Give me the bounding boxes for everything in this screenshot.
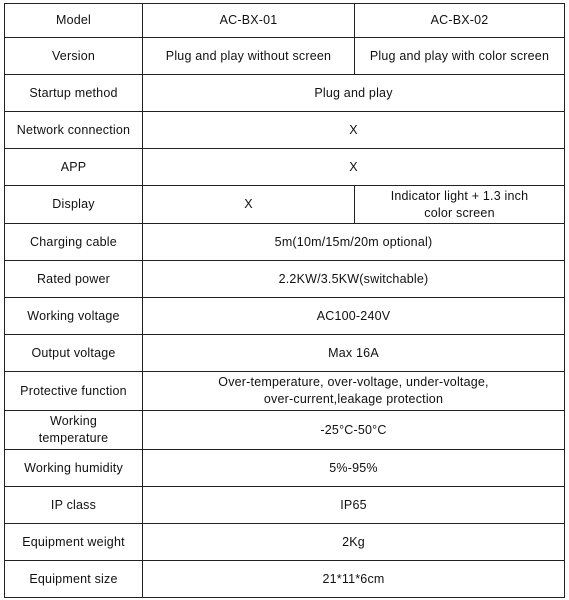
table-cell: Plug and play with color screen [355, 38, 565, 75]
row-label: Equipment weight [5, 524, 143, 561]
row-label: Protective function [5, 372, 143, 411]
table-row-rated-power [5, 261, 565, 298]
table-row-version [5, 38, 565, 75]
table-row-model [5, 4, 565, 38]
table-cell: -25°C-50°C [143, 411, 565, 450]
table-cell: IP65 [143, 487, 565, 524]
row-label: Working voltage [5, 298, 143, 335]
table-cell: 2Kg [143, 524, 565, 561]
table-cell: 21*11*6cm [143, 561, 565, 598]
table-cell: 2.2KW/3.5KW(switchable) [143, 261, 565, 298]
table-cell [355, 186, 565, 224]
cell-line: color screen [424, 205, 495, 220]
table-row-display [5, 186, 565, 224]
row-label: Rated power [5, 261, 143, 298]
model-ac-bx-01: AC-BX-01 [143, 4, 355, 38]
row-label: Equipment size [5, 561, 143, 598]
table-row-working-voltage [5, 298, 565, 335]
table-cell: 5%-95% [143, 450, 565, 487]
row-label: Model [5, 4, 143, 38]
row-label: Network connection [5, 112, 143, 149]
table-cell: Plug and play without screen [143, 38, 355, 75]
table-row-working-temperature [5, 411, 565, 450]
table-row-equipment-weight [5, 524, 565, 561]
table-row-ip-class [5, 487, 565, 524]
table-row-working-humidity [5, 450, 565, 487]
table-cell: 5m(10m/15m/20m optional) [143, 224, 565, 261]
spec-table [4, 3, 565, 598]
table-cell [143, 372, 565, 411]
model-ac-bx-02: AC-BX-02 [355, 4, 565, 38]
table-row-equipment-size [5, 561, 565, 598]
cell-line: over-current,leakage protection [263, 392, 444, 406]
cell-line: temperature [38, 431, 109, 445]
table-row-network-connection [5, 112, 565, 149]
cell-line: Working [49, 414, 98, 428]
table-row-startup-method [5, 75, 565, 112]
table-cell: AC100-240V [143, 298, 565, 335]
row-label: Display [5, 186, 143, 224]
row-label: Startup method [5, 75, 143, 112]
table-cell: X [143, 186, 355, 224]
row-label: Charging cable [5, 224, 143, 261]
table-cell: Plug and play [143, 75, 565, 112]
table-row-app [5, 149, 565, 186]
table-row-charging-cable [5, 224, 565, 261]
row-label: APP [5, 149, 143, 186]
cell-line: Indicator light + 1.3 inch [390, 188, 529, 203]
table-row-protective-function [5, 372, 565, 411]
row-label: Version [5, 38, 143, 75]
table-cell: Max 16A [143, 335, 565, 372]
row-label: Working humidity [5, 450, 143, 487]
row-label: Output voltage [5, 335, 143, 372]
cell-line: Over-temperature, over-voltage, under-voltage, [218, 375, 489, 389]
row-label [5, 411, 143, 450]
table-cell: X [143, 112, 565, 149]
row-label: IP class [5, 487, 143, 524]
table-cell: X [143, 149, 565, 186]
table-row-output-voltage [5, 335, 565, 372]
